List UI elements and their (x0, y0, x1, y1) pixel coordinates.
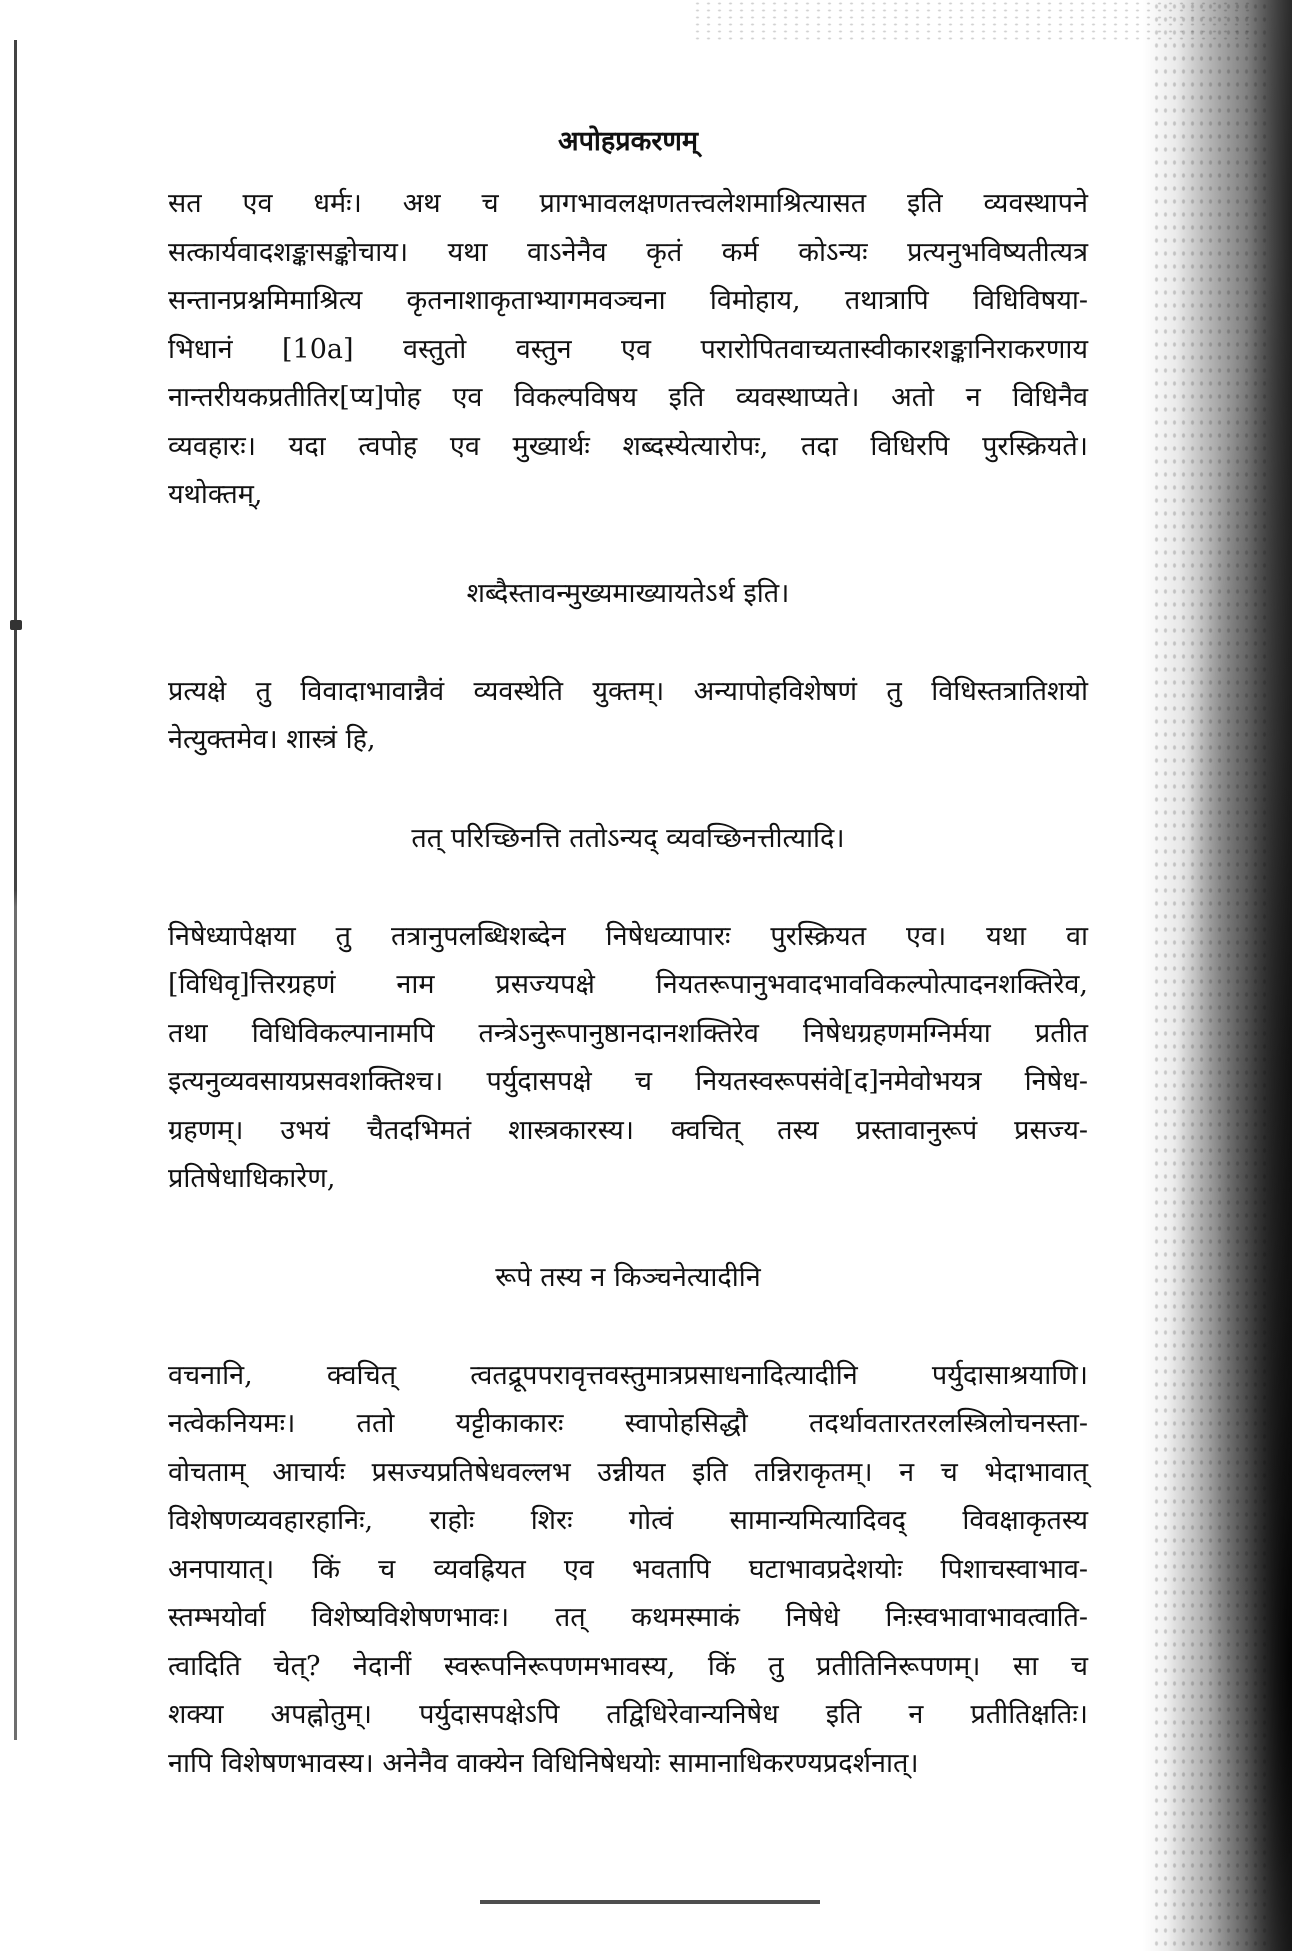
text-line: व्यवहारः। यदा त्वपोह एव मुख्यार्थः शब्दस्येत्यारोपः, तदा विधिरपि पुरस्क्रियते। (168, 430, 1088, 462)
text-line: तथा विधिविकल्पानामपि तन्त्रेऽनुरूपानुष्ठानदानशक्तिरेव निषेधग्रहणमग्निर्मया प्रतीत (168, 1017, 1088, 1049)
paragraph-1 (168, 180, 1088, 520)
text-line: सन्तानप्रश्नमिमाश्रित्य कृतनाशाकृताभ्यागमवञ्चना विमोहाय, तथात्रापि विधिविषया- (168, 285, 1088, 316)
quoted-verse-2: तत् परिच्छिनत्ति ततोऽन्यद् व्यवच्छिनत्तीत्यादि। (411, 822, 845, 854)
quoted-verse-1: शब्दैस्तावन्मुख्यमाख्यायतेऽर्थ इति। (466, 577, 790, 609)
text-line: [विधिवृ]त्तिरग्रहणं नाम प्रसज्यपक्षे नियतरूपानुभवादभावविकल्पोत्पादनशक्तिरेव, (168, 969, 1088, 1000)
text-line: प्रतिषेधाधिकारेण, (168, 1163, 336, 1194)
text-line: यथोक्तम्, (168, 479, 263, 510)
page-content (168, 120, 1088, 1788)
text-line: अनपायात्। किं च व्यवह्रियत एव भवतापि घटाभावप्रदेशयोः पिशाचस्वाभाव- (168, 1553, 1088, 1585)
paragraph-3 (168, 913, 1088, 1204)
text-line: स्तम्भयोर्वा विशेष्यविशेषणभावः। तत् कथमस्माकं निषेधे निःस्वभावाभावत्वाति- (168, 1602, 1088, 1633)
text-line: सत्कार्यवादशङ्कासङ्कोचाय। यथा वाऽनेनैव कृतं कर्म कोऽन्यः प्रत्यनुभविष्यतीत्यत्र (168, 236, 1088, 268)
text-line: शक्या अपह्नोतुम्। पर्युदासपक्षेऽपि तद्विधिरेवान्यनिषेध इति न प्रतीतिक्षतिः। (168, 1699, 1088, 1730)
paragraph-4 (168, 1352, 1088, 1789)
text-line: ग्रहणम्। उभयं चैतदभिमतं शास्त्रकारस्य। क्वचित् तस्य प्रस्तावानुरूपं प्रसज्य- (168, 1114, 1088, 1146)
scan-noise-right (1152, 0, 1272, 1951)
text-line: इत्यनुव्यवसायप्रसवशक्तिश्च। पर्युदासपक्षे च नियतस्वरूपसंवे[द]नमेवोभयत्र निषेध- (168, 1066, 1088, 1097)
paragraph-2 (168, 668, 1088, 765)
text-line: वोचताम् आचार्यः प्रसज्यप्रतिषेधवल्लभ उन्नीयत इति तन्निराकृतम्। न च भेदाभावात् (168, 1456, 1088, 1488)
text-line: वचनानि, क्वचित् त्वतद्रूपपरावृत्तवस्तुमात्रप्रसाधनादित्यादीनि पर्युदासाश्रयाणि। (168, 1359, 1088, 1391)
text-line: नापि विशेषणभावस्य। अनेनैव वाक्येन विधिनिषेधयोः सामानाधिकरण्यप्रदर्शनात्। (168, 1747, 919, 1779)
bottom-scan-rule (480, 1900, 820, 1904)
quoted-verse-3: रूपे तस्य न किञ्चनेत्यादीनि (495, 1261, 761, 1293)
text-line: प्रत्यक्षे तु विवादाभावान्नैवं व्यवस्थेति युक्तम्। अन्यापोहविशेषणं तु विधिस्तत्रातिशयो (168, 675, 1088, 707)
text-line: सत एव धर्मः। अथ च प्रागभावलक्षणतत्त्वलेशमाश्रित्यासत इति व्यवस्थापने (168, 188, 1088, 219)
text-line: विशेषणव्यवहारहानिः, राहोः शिरः गोत्वं सामान्यमित्यादिवद् विवक्षाकृतस्य (168, 1505, 1088, 1536)
page-heading: अपोहप्रकरणम् (557, 126, 699, 157)
text-line: नान्तरीयकप्रतीतिर[प्य]पोह एव विकल्पविषय इति व्यवस्थाप्यते। अतो न विधिनैव (168, 382, 1088, 413)
binding-edge-shadow (14, 40, 17, 1740)
text-line: नत्वेकनियमः। ततो यट्टीकाकारः स्वापोहसिद्धौ तदर्थावतारतरलस्त्रिलोचनस्ता- (168, 1408, 1088, 1439)
text-line: निषेध्यापेक्षया तु तत्रानुपलब्धिशब्देन निषेधव्यापारः पुरस्क्रियत एव। यथा वा (168, 920, 1088, 952)
text-line: भिधानं [10a] वस्तुतो वस्तुन एव परारोपितवाच्यतास्वीकारशङ्कानिराकरणाय (168, 333, 1088, 365)
text-line: नेत्युक्तमेव। शास्त्रं हि, (168, 724, 376, 755)
text-line: त्वादिति चेत्? नेदानीं स्वरूपनिरूपणमभावस्य, किं तु प्रतीतिनिरूपणम्। सा च (168, 1650, 1088, 1682)
binding-mark (10, 620, 22, 630)
